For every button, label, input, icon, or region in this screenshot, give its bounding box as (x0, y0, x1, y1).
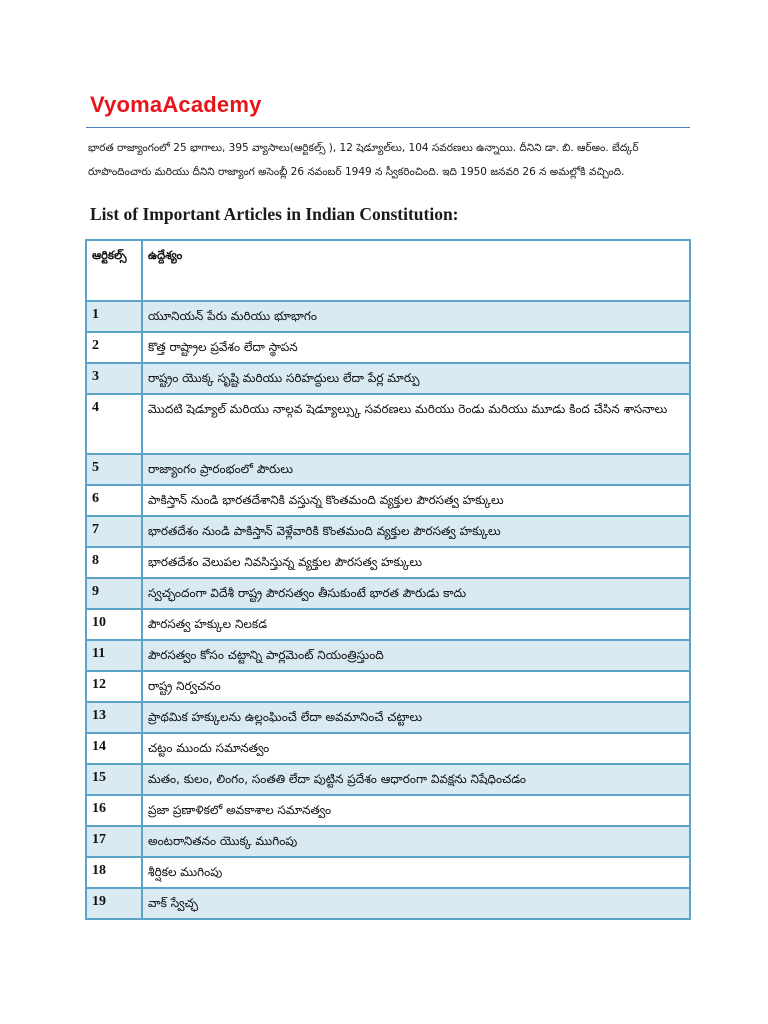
article-description: శీర్షికల ముగింపు (142, 857, 690, 888)
table-row (86, 547, 690, 578)
article-number: 10 (86, 609, 142, 640)
table-row (86, 394, 690, 454)
article-number: 18 (86, 857, 142, 888)
table-row (86, 702, 690, 733)
table-row (86, 795, 690, 826)
table-row (86, 363, 690, 394)
article-number: 2 (86, 332, 142, 363)
article-number: 12 (86, 671, 142, 702)
table-row (86, 332, 690, 363)
table-row (86, 301, 690, 332)
table-row (86, 640, 690, 671)
article-description: ప్రాథమిక హక్కులను ఉల్లంఘించే లేదా అవమానించే చట్టాలు (142, 702, 690, 733)
article-number: 14 (86, 733, 142, 764)
article-description: అంటరానితనం యొక్క ముగింపు (142, 826, 690, 857)
article-number: 11 (86, 640, 142, 671)
table-row (86, 888, 690, 919)
title-divider (86, 127, 690, 128)
article-number: 3 (86, 363, 142, 394)
table-row (86, 578, 690, 609)
article-description: ప్రజా ప్రణాళికలో అవకాశాల సమానత్వం (142, 795, 690, 826)
table-row (86, 764, 690, 795)
article-description: మొదటి షెడ్యూల్ మరియు నాల్గవ షెడ్యూల్స్కు సవరణలు మరియు రెండు మరియు మూడు కింద చేసిన శాసనాలు (142, 394, 690, 454)
article-number: 1 (86, 301, 142, 332)
article-description: కొత్త రాష్ట్రాల ప్రవేశం లేదా స్థాపన (142, 332, 690, 363)
article-number: 4 (86, 394, 142, 454)
article-number: 6 (86, 485, 142, 516)
article-description: పాకిస్తాన్ నుండి భారతదేశానికి వస్తున్న కొంతమంది వ్యక్తుల పౌరసత్వ హక్కులు (142, 485, 690, 516)
intro-paragraph (88, 136, 688, 184)
table-row (86, 671, 690, 702)
article-description: భారతదేశం వెలుపల నివసిస్తున్న వ్యక్తుల పౌరసత్వ హక్కులు (142, 547, 690, 578)
article-number: 9 (86, 578, 142, 609)
article-description: పౌరసత్వం కోసం చట్టాన్ని పార్లమెంట్ నియంత్రిస్తుంది (142, 640, 690, 671)
intro-line-1: భారత రాజ్యాంగంలో 25 భాగాలు, 395 వ్యాసాలు(ఆర్టికల్స్ ), 12 షెడ్యూల్‌లు, 104 సవరణలు ఉన్నాయి. దీనిని డా. బి. ఆర్అం. బేద్కర్ (88, 142, 639, 154)
brand-title: VyomaAcademy (90, 92, 262, 117)
article-number: 7 (86, 516, 142, 547)
article-number: 5 (86, 454, 142, 485)
table-row (86, 454, 690, 485)
article-description: యూనియన్ పేరు మరియు భూభాగం (142, 301, 690, 332)
article-description: భారతదేశం నుండి పాకిస్తాన్ వెళ్లేవారికి కొంతమంది వ్యక్తుల పౌరసత్వ హక్కులు (142, 516, 690, 547)
table-header-row (86, 240, 690, 301)
article-description: రాష్ట్రం యొక్క సృష్టి మరియు సరిహద్దులు లేదా పేర్ల మార్పు (142, 363, 690, 394)
article-description: స్వచ్ఛందంగా విదేశీ రాష్ట్ర పౌరసత్వం తీసుకుంటే భారత పౌరుడు కాదు (142, 578, 690, 609)
article-description: రాష్ట్ర నిర్వచనం (142, 671, 690, 702)
table-row (86, 516, 690, 547)
article-number: 8 (86, 547, 142, 578)
intro-line-2: రూపొందించారు మరియు దీనిని రాజ్యాంగ అసెంబ్లీ 26 నవంబర్ 1949 న స్వీకరించింది. ఇది 1950 జనవరి 26 న అమల్లోకి వచ్చింది. (88, 166, 625, 178)
header-purpose: ఉద్దేశ్యం (142, 240, 690, 301)
articles-table-body (86, 240, 690, 919)
articles-table (85, 239, 691, 920)
table-row (86, 609, 690, 640)
article-number: 17 (86, 826, 142, 857)
table-row (86, 826, 690, 857)
table-row (86, 733, 690, 764)
article-description: రాజ్యాంగం ప్రారంభంలో పౌరులు (142, 454, 690, 485)
article-number: 19 (86, 888, 142, 919)
article-description: పౌరసత్వ హక్కుల నిలకడ (142, 609, 690, 640)
table-row (86, 857, 690, 888)
article-number: 15 (86, 764, 142, 795)
article-number: 16 (86, 795, 142, 826)
article-description: చట్టం ముందు సమానత్వం (142, 733, 690, 764)
header-article: ఆర్టికల్స్ (86, 240, 142, 301)
article-description: మతం, కులం, లింగం, సంతతి లేదా పుట్టిన ప్రదేశం ఆధారంగా వివక్షను నిషేధించడం (142, 764, 690, 795)
article-description: వాక్ స్వేచ్ఛ (142, 888, 690, 919)
article-number: 13 (86, 702, 142, 733)
table-row (86, 485, 690, 516)
section-title: List of Important Articles in Indian Constitution: (90, 204, 459, 224)
